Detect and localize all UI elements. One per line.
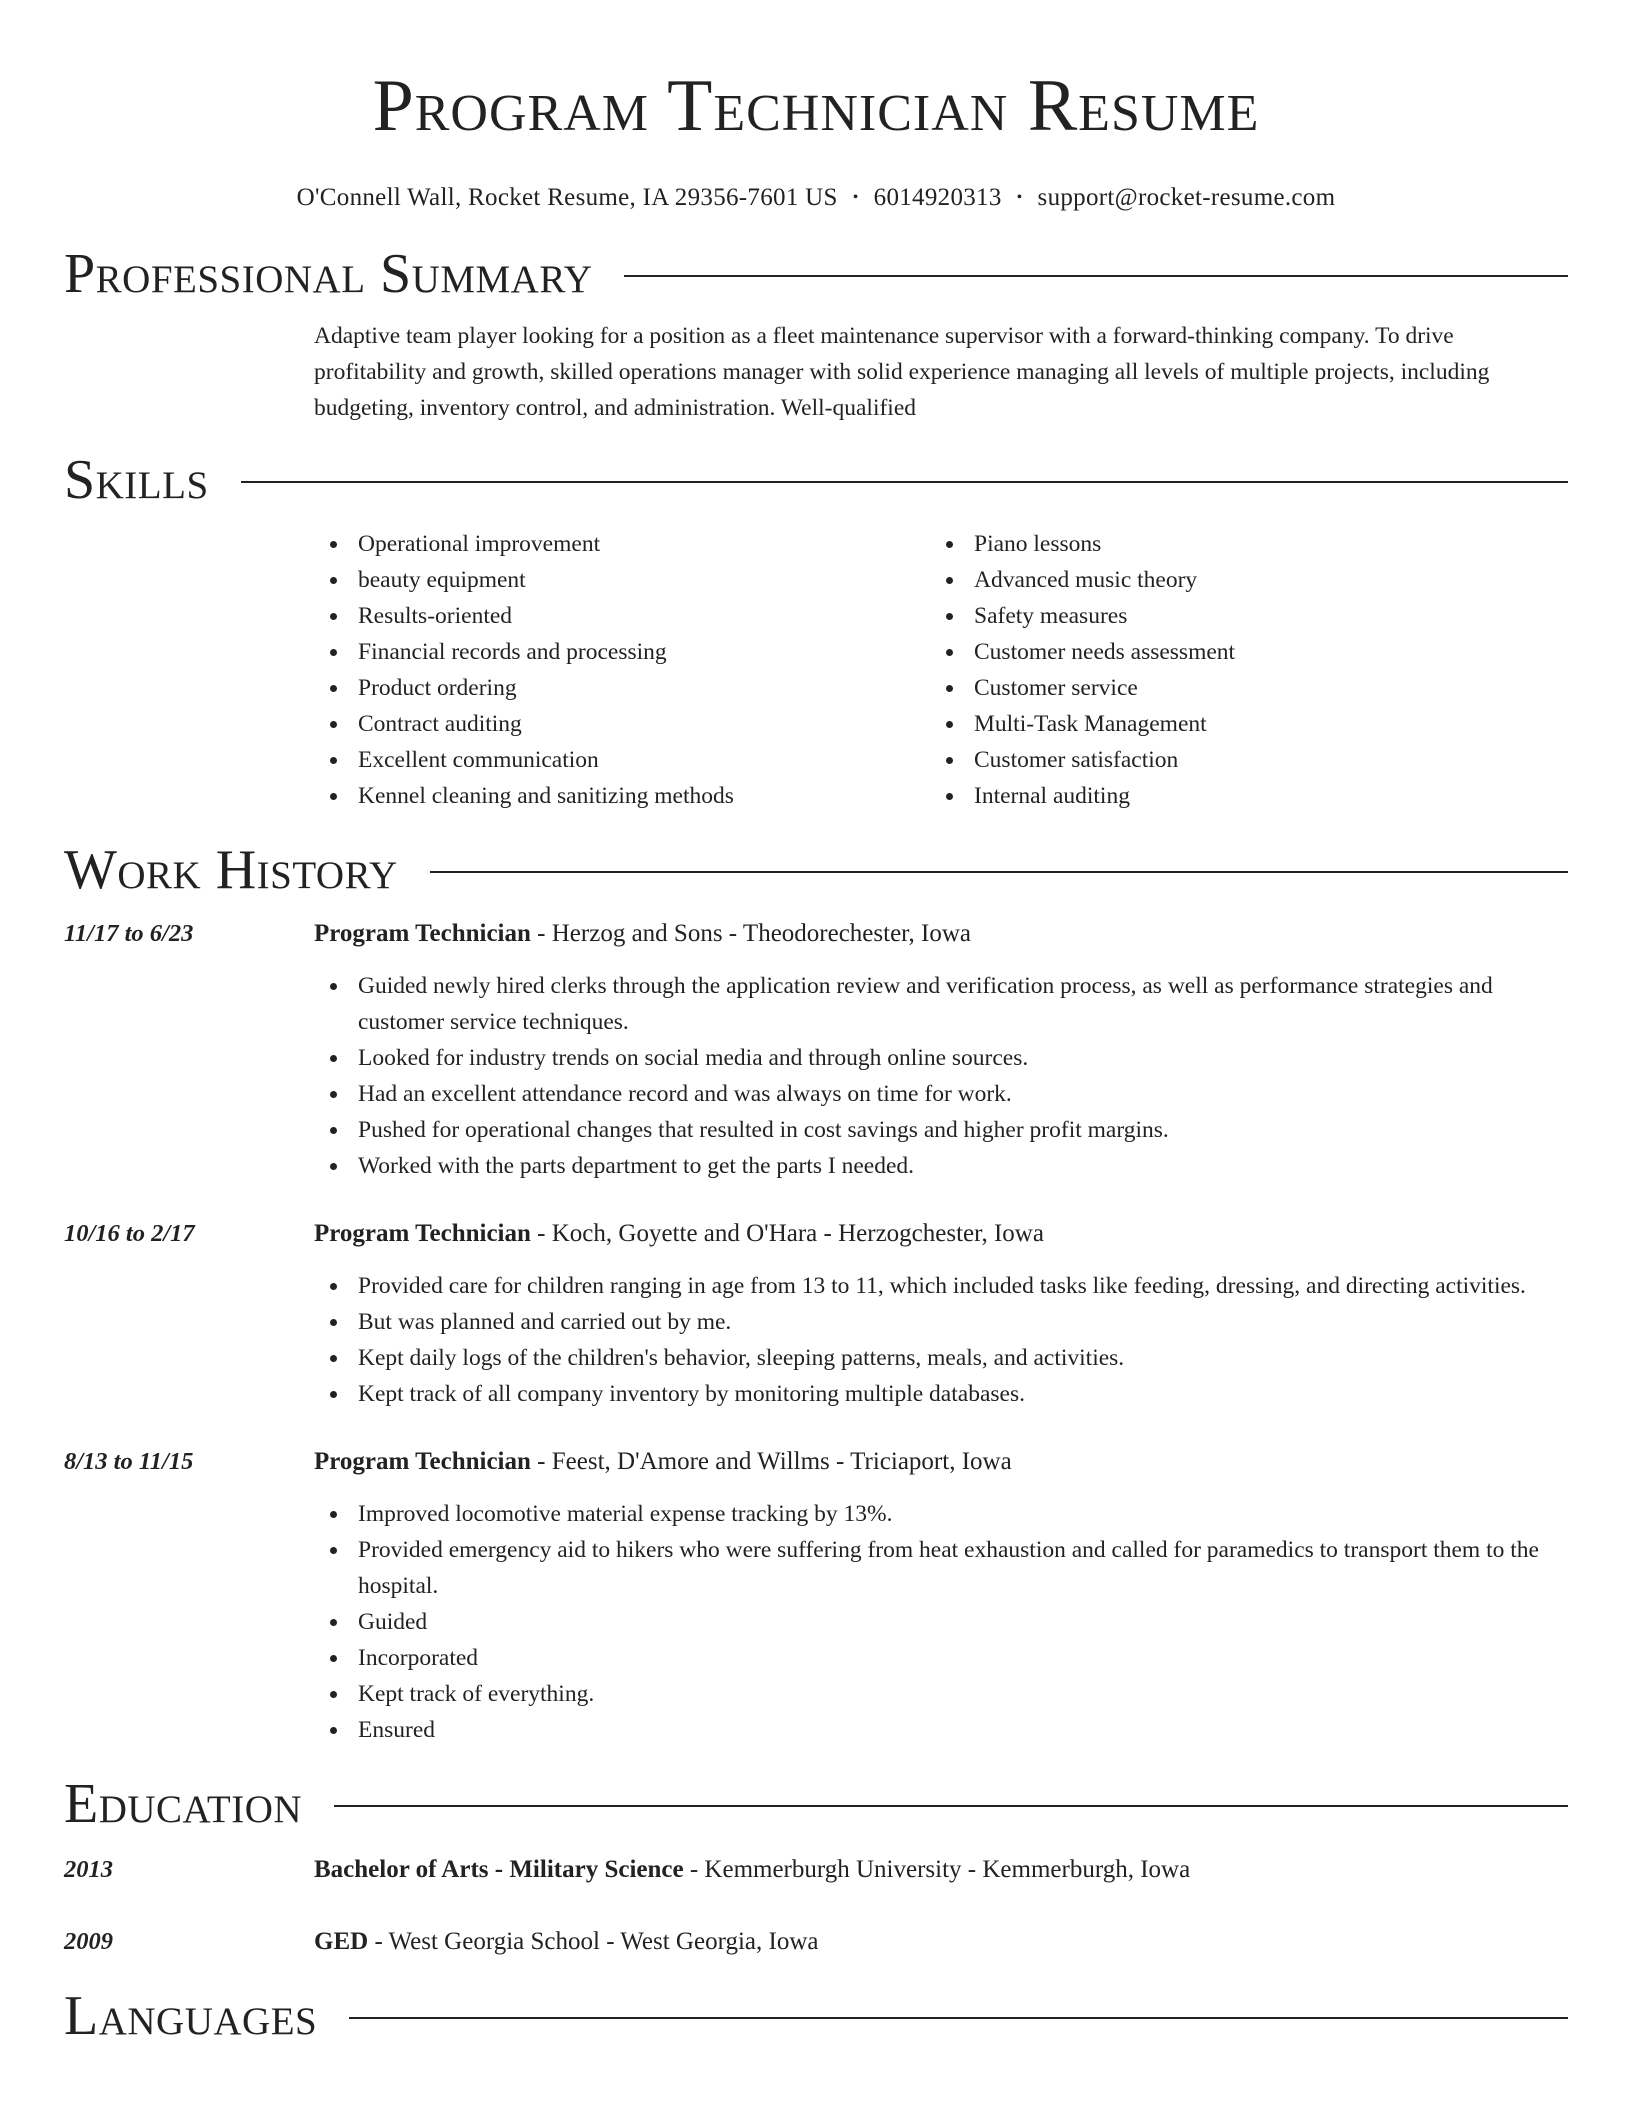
job-entry (64, 1444, 1568, 1748)
job-duty: Provided care for children ranging in age from 13 to 11, which included tasks like feeding, dressing, and directing activities. (314, 1268, 1568, 1304)
job-entry (64, 916, 1568, 1184)
contact-email: support@rocket-resume.com (1037, 184, 1336, 211)
education-heading (314, 1852, 1568, 1888)
languages-section-heading (64, 1984, 1568, 2048)
languages-section-title: Languages (64, 1985, 318, 2047)
education-degree: GED (314, 1928, 369, 1955)
job-position: Program Technician (314, 920, 531, 947)
job-dates: 8/13 to 11/15 (64, 1448, 194, 1475)
job-duty: Provided emergency aid to hikers who were suffering from heat exhaustion and called for paramedics to transport them to the hospital. (314, 1532, 1568, 1604)
contact-separator: • (852, 189, 859, 206)
section-divider (624, 275, 1568, 277)
job-duty: Kept daily logs of the children's behavior, sleeping patterns, meals, and activities. (314, 1340, 1568, 1376)
job-position: Program Technician (314, 1220, 531, 1247)
job-duty: Guided (314, 1604, 1568, 1640)
skills-list-left (314, 526, 930, 814)
section-divider (430, 871, 1568, 873)
job-duty: Kept track of all company inventory by monitoring multiple databases. (314, 1376, 1568, 1412)
skill-item: Contract auditing (314, 706, 930, 742)
contact-separator: • (1016, 189, 1023, 206)
education-heading (314, 1924, 1568, 1960)
job-company: - Herzog and Sons - Theodorechester, Iowa (530, 920, 971, 947)
summary-section-title: Professional Summary (64, 243, 593, 305)
skill-item: Multi-Task Management (930, 706, 1546, 742)
education-section-heading (64, 1772, 1568, 1836)
section-divider (349, 2017, 1568, 2019)
skills-row (64, 526, 1568, 814)
skill-item: Product ordering (314, 670, 930, 706)
job-duties (314, 1496, 1568, 1748)
job-duty: Worked with the parts department to get the parts I needed. (314, 1148, 1568, 1184)
contact-phone: 6014920313 (873, 184, 1002, 211)
job-duty: Kept track of everything. (314, 1676, 1568, 1712)
skills-section-heading (64, 448, 1568, 512)
job-duty: Had an excellent attendance record and was always on time for work. (314, 1076, 1568, 1112)
skill-item: Piano lessons (930, 526, 1546, 562)
job-duty: Pushed for operational changes that resulted in cost savings and higher profit margins. (314, 1112, 1568, 1148)
education-entry (64, 1852, 1568, 1888)
job-heading (314, 1216, 1568, 1252)
skill-item: Excellent communication (314, 742, 930, 778)
skill-item: Customer service (930, 670, 1546, 706)
summary-text: Adaptive team player looking for a position as a fleet maintenance supervisor with a forward-thinking company. To drive profitability and growth, skilled operations manager with solid experience managing all levels of multiple projects, including budgeting, inventory control, and administration. Well-qualified (314, 323, 1490, 421)
section-divider (241, 481, 1568, 483)
skill-item: Results-oriented (314, 598, 930, 634)
job-duties (314, 968, 1568, 1184)
job-duty: Guided newly hired clerks through the application review and verification process, as well as performance strategies and customer service techniques. (314, 968, 1568, 1040)
education-school: - West Georgia School - West Georgia, Iowa (368, 1928, 819, 1955)
job-duties (314, 1268, 1568, 1412)
job-dates: 10/16 to 2/17 (64, 1220, 195, 1247)
skills-grid (314, 526, 1568, 814)
summary-section-heading (64, 242, 1568, 306)
contact-line (64, 182, 1568, 214)
skill-item: Financial records and processing (314, 634, 930, 670)
skill-item: Operational improvement (314, 526, 930, 562)
job-company: - Feest, D'Amore and Willms - Triciaport, Iowa (530, 1448, 1012, 1475)
job-duty: But was planned and carried out by me. (314, 1304, 1568, 1340)
job-entry (64, 1216, 1568, 1412)
job-duty: Looked for industry trends on social media and through online sources. (314, 1040, 1568, 1076)
skill-item: Internal auditing (930, 778, 1546, 814)
section-divider (334, 1805, 1568, 1807)
job-dates: 11/17 to 6/23 (64, 920, 194, 947)
skill-item: beauty equipment (314, 562, 930, 598)
job-company: - Koch, Goyette and O'Hara - Herzogchester, Iowa (530, 1220, 1044, 1247)
education-section-title: Education (64, 1773, 303, 1835)
job-duty: Incorporated (314, 1640, 1568, 1676)
education-degree: Bachelor of Arts - Military Science (314, 1856, 684, 1883)
job-heading (314, 916, 1568, 952)
skill-item: Kennel cleaning and sanitizing methods (314, 778, 930, 814)
skill-item: Customer satisfaction (930, 742, 1546, 778)
resume-title: Program Technician Resume (372, 65, 1260, 147)
job-duty: Ensured (314, 1712, 1568, 1748)
skills-list-right (930, 526, 1546, 814)
job-heading (314, 1444, 1568, 1480)
summary-row (64, 318, 1568, 426)
work-section-title: Work History (64, 839, 398, 901)
contact-address: O'Connell Wall, Rocket Resume, IA 29356-7601 US (296, 184, 838, 211)
work-section-heading (64, 838, 1568, 902)
skill-item: Customer needs assessment (930, 634, 1546, 670)
skills-section-title: Skills (64, 449, 209, 511)
education-year: 2013 (64, 1856, 113, 1883)
education-school: - Kemmerburgh University - Kemmerburgh, Iowa (683, 1856, 1191, 1883)
job-position: Program Technician (314, 1448, 531, 1475)
job-duty: Improved locomotive material expense tracking by 13%. (314, 1496, 1568, 1532)
education-entry (64, 1924, 1568, 1960)
skill-item: Safety measures (930, 598, 1546, 634)
skill-item: Advanced music theory (930, 562, 1546, 598)
education-year: 2009 (64, 1928, 113, 1955)
